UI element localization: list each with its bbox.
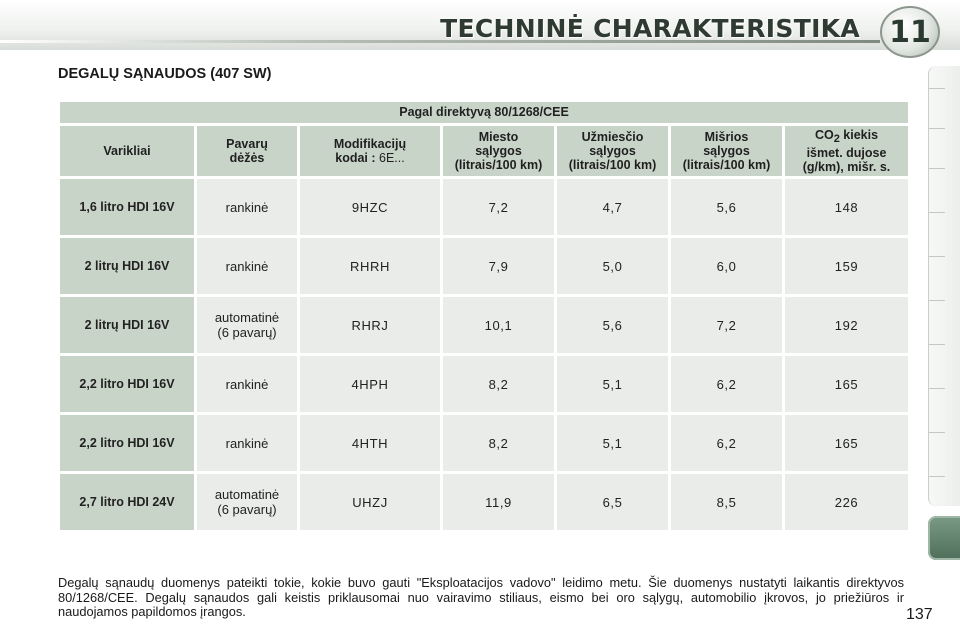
code-cell: RHRH (300, 238, 440, 294)
tab-divider (929, 256, 945, 257)
mixed-cell: 6,0 (671, 238, 782, 294)
urban-cell: 8,2 (443, 415, 554, 471)
extra-urban-cell: 5,6 (557, 297, 668, 353)
header-co2-line: išmet. dujose (806, 146, 887, 160)
gearbox-line: automatinė (214, 487, 280, 502)
tab-divider (929, 300, 945, 301)
header-code (300, 126, 440, 176)
header-mixed-line: (litrais/100 km) (682, 158, 771, 172)
co2-cell: 192 (785, 297, 908, 353)
gearbox-line: rankinė (225, 376, 269, 392)
header-co2-subscript: 2 (833, 133, 840, 145)
table-row (60, 415, 908, 471)
mixed-cell: 5,6 (671, 179, 782, 235)
co2-cell: 165 (785, 415, 908, 471)
extra-urban-cell: 6,5 (557, 474, 668, 530)
header-urban-line: (litrais/100 km) (454, 158, 543, 172)
table-row (60, 297, 908, 353)
table-row (60, 179, 908, 235)
header-mixed-line: Mišrios (704, 130, 749, 144)
header-code-line: Modifikacijų (333, 137, 407, 151)
tab-divider (929, 432, 945, 433)
header-co2 (785, 126, 908, 176)
code-cell: 4HPH (300, 356, 440, 412)
header-extra-urban (557, 126, 668, 176)
chapter-number-badge: 11 (880, 6, 940, 58)
urban-cell: 10,1 (443, 297, 554, 353)
header-code-line: kodai : (335, 151, 376, 165)
header-extra-line: Užmiesčio (581, 130, 644, 144)
gearbox-cell (197, 179, 297, 235)
header-co2-line: (g/km), mišr. s. (802, 160, 891, 174)
tab-divider (929, 168, 945, 169)
table-caption: Pagal direktyvą 80/1268/CEE (60, 102, 908, 123)
engine-cell: 1,6 litro HDI 16V (60, 179, 194, 235)
table-header-row (60, 126, 908, 176)
header-urban (443, 126, 554, 176)
header-extra-line: (litrais/100 km) (568, 158, 657, 172)
engine-cell: 2,7 litro HDI 24V (60, 474, 194, 530)
header-code-suffix: 6E... (375, 151, 405, 165)
urban-cell: 7,2 (443, 179, 554, 235)
header-engine-label: Varikliai (103, 144, 151, 158)
gearbox-cell (197, 474, 297, 530)
section-title: DEGALŲ SĄNAUDOS (407 SW) (58, 66, 272, 82)
page-number: 137 (906, 606, 933, 623)
gearbox-line: rankinė (225, 435, 269, 451)
extra-urban-cell: 5,0 (557, 238, 668, 294)
tab-divider (929, 212, 945, 213)
co2-cell: 159 (785, 238, 908, 294)
co2-cell: 148 (785, 179, 908, 235)
tab-divider (929, 476, 945, 477)
urban-cell: 7,9 (443, 238, 554, 294)
header-mixed (671, 126, 782, 176)
header-gearbox-line: Pavarų (226, 137, 268, 151)
gearbox-cell (197, 356, 297, 412)
active-chapter-tab[interactable] (928, 516, 960, 560)
urban-cell: 11,9 (443, 474, 554, 530)
tab-divider (929, 128, 945, 129)
engine-cell: 2,2 litro HDI 16V (60, 415, 194, 471)
mixed-cell: 7,2 (671, 297, 782, 353)
engine-cell: 2,2 litro HDI 16V (60, 356, 194, 412)
header-co2-suffix: kiekis (839, 128, 879, 142)
extra-urban-cell: 5,1 (557, 356, 668, 412)
tab-divider (929, 344, 945, 345)
gearbox-cell (197, 297, 297, 353)
mixed-cell: 8,5 (671, 474, 782, 530)
tab-divider (929, 388, 945, 389)
header-gearbox-line: dėžės (229, 151, 265, 165)
header-gearbox (197, 126, 297, 176)
chapter-title: TECHNINĖ CHARAKTERISTIKA (440, 14, 860, 43)
table-row (60, 238, 908, 294)
code-cell: 9HZC (300, 179, 440, 235)
table-row (60, 474, 908, 530)
header-co2-prefix: CO (814, 128, 834, 142)
table-row (60, 356, 908, 412)
chapter-tab-strip[interactable] (928, 66, 960, 506)
code-cell: RHRJ (300, 297, 440, 353)
tab-divider (929, 88, 945, 89)
co2-cell: 165 (785, 356, 908, 412)
engine-cell: 2 litrų HDI 16V (60, 238, 194, 294)
gearbox-line: automatinė (214, 310, 280, 325)
header-urban-line: Miesto (478, 130, 519, 144)
code-cell: UHZJ (300, 474, 440, 530)
header-extra-line: sąlygos (589, 144, 636, 158)
mixed-cell: 6,2 (671, 415, 782, 471)
mixed-cell: 6,2 (671, 356, 782, 412)
extra-urban-cell: 5,1 (557, 415, 668, 471)
gearbox-cell (197, 415, 297, 471)
urban-cell: 8,2 (443, 356, 554, 412)
extra-urban-cell: 4,7 (557, 179, 668, 235)
code-cell: 4HTH (300, 415, 440, 471)
gearbox-cell (197, 238, 297, 294)
footer-note: Degalų sąnaudų duomenys pateikti tokie, kokie buvo gauti "Eksploatacijos vadovo" leidimo metu. Šie duomenys nustatyti laikantis direktyvos 80/1268/CEE. Degalų sąnaudos gali keistis priklausomai nuo vairavimo stiliaus, eismo bei oro sąlygų, automobilio įkrovos, jo priežiūros ir naudojamos papildomos įrangos. (58, 575, 904, 619)
gearbox-line: (6 pavarų) (217, 325, 277, 340)
co2-cell: 226 (785, 474, 908, 530)
gearbox-line: rankinė (225, 199, 269, 215)
header-mixed-line: sąlygos (703, 144, 750, 158)
header-engine (60, 126, 194, 176)
fuel-consumption-table (57, 99, 905, 533)
engine-cell: 2 litrų HDI 16V (60, 297, 194, 353)
header-urban-line: sąlygos (475, 144, 522, 158)
gearbox-line: rankinė (225, 258, 269, 274)
gearbox-line: (6 pavarų) (217, 502, 277, 517)
